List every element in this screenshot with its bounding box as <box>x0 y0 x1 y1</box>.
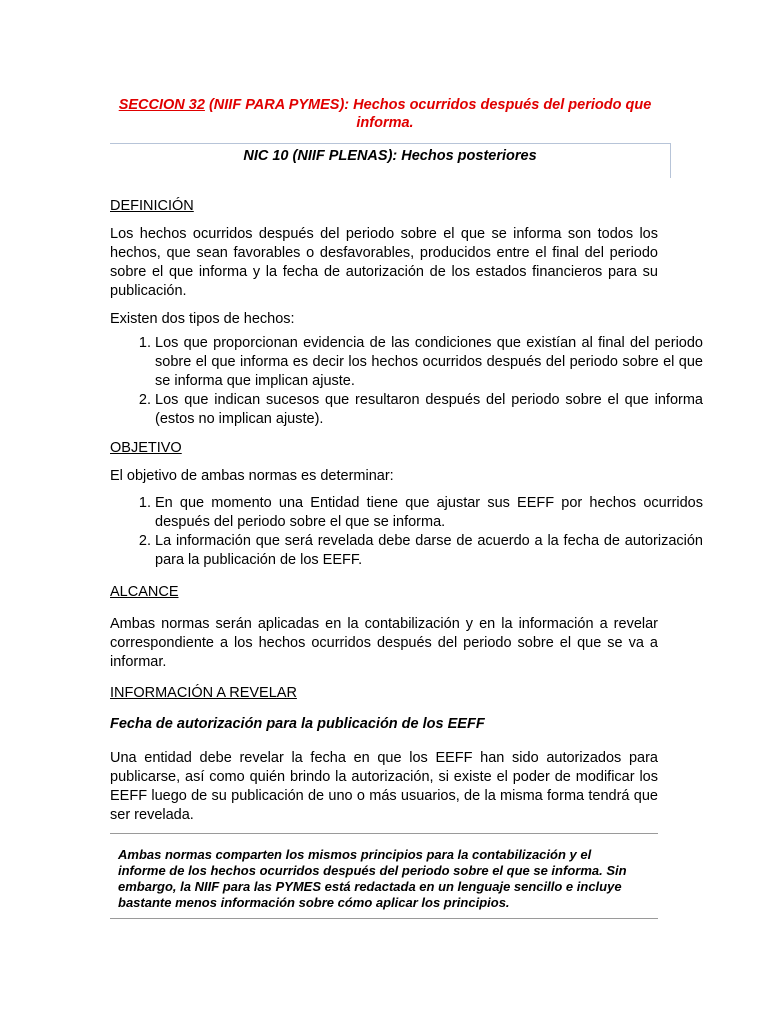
list-item: 1. En que momento una Entidad tiene que ajustar sus EEFF por hechos ocurridos después del periodo sobre el que se informa. <box>155 494 703 532</box>
list-item: 2. La información que será revelada debe darse de acuerdo a la fecha de autorización para la publicación de los EEFF. <box>155 532 703 570</box>
disclosure-body: Una entidad debe revelar la fecha en que los EEFF han sido autorizados para publicarse, así como quién brindo la autorización, si existe el poder de modificar los EEFF luego de su publicación de uno o más usuarios, de la misma forma tendrá que ser revelada. <box>110 750 658 823</box>
definition-heading: DEFINICIÓN <box>110 198 194 214</box>
disclosure-subheading: Fecha de autorización para la publicación de los EEFF <box>110 716 485 732</box>
disclosure-heading: INFORMACIÓN A REVELAR <box>110 685 297 701</box>
subtitle: NIC 10 (NIIF PLENAS): Hechos posteriores <box>243 148 537 164</box>
list-item: 1. Los que proporcionan evidencia de las condiciones que existían al final del periodo sobre el que informa es decir los hechos ocurridos después del periodo sobre el que se informa que implican ajuste. <box>155 334 703 391</box>
title-text: (NIIF PARA PYMES): Hechos ocurridos después del periodo que informa. <box>204 97 652 131</box>
objective-list <box>110 494 703 570</box>
objective-intro: El objetivo de ambas normas es determinar: <box>110 468 394 484</box>
types-list <box>110 334 703 429</box>
scope-body: Ambas normas serán aplicadas en la contabilización y en la información a revelar correspondiente a los hechos ocurridos después del periodo sobre el que se va a informar. <box>110 616 658 670</box>
scope-heading: ALCANCE <box>110 584 179 600</box>
objective-heading: OBJETIVO <box>110 440 182 456</box>
document-title <box>110 96 660 132</box>
section-reference: SECCION 32 <box>118 97 205 113</box>
note-top-rule <box>110 833 658 834</box>
list-item: 2. Los que indican sucesos que resultaron después del periodo sobre el que informa (estos no implican ajuste). <box>155 391 703 429</box>
summary-note: Ambas normas comparten los mismos principios para la contabilización y el informe de los hechos ocurridos después del periodo sobre el que se informa. Sin embargo, la NIIF para las PYMES está redactada en un lenguaje sencillo e incluye bastante menos información sobre cómo aplicar los principios. <box>118 847 627 910</box>
types-intro: Existen dos tipos de hechos: <box>110 311 295 327</box>
note-bottom-rule <box>110 918 658 919</box>
definition-body: Los hechos ocurridos después del periodo sobre el que se informa son todos los hechos, que sean favorables o desfavorables, producidos entre el final del periodo sobre el que informa y la fecha de autorización de los estados financieros para su publicación. <box>110 226 658 299</box>
